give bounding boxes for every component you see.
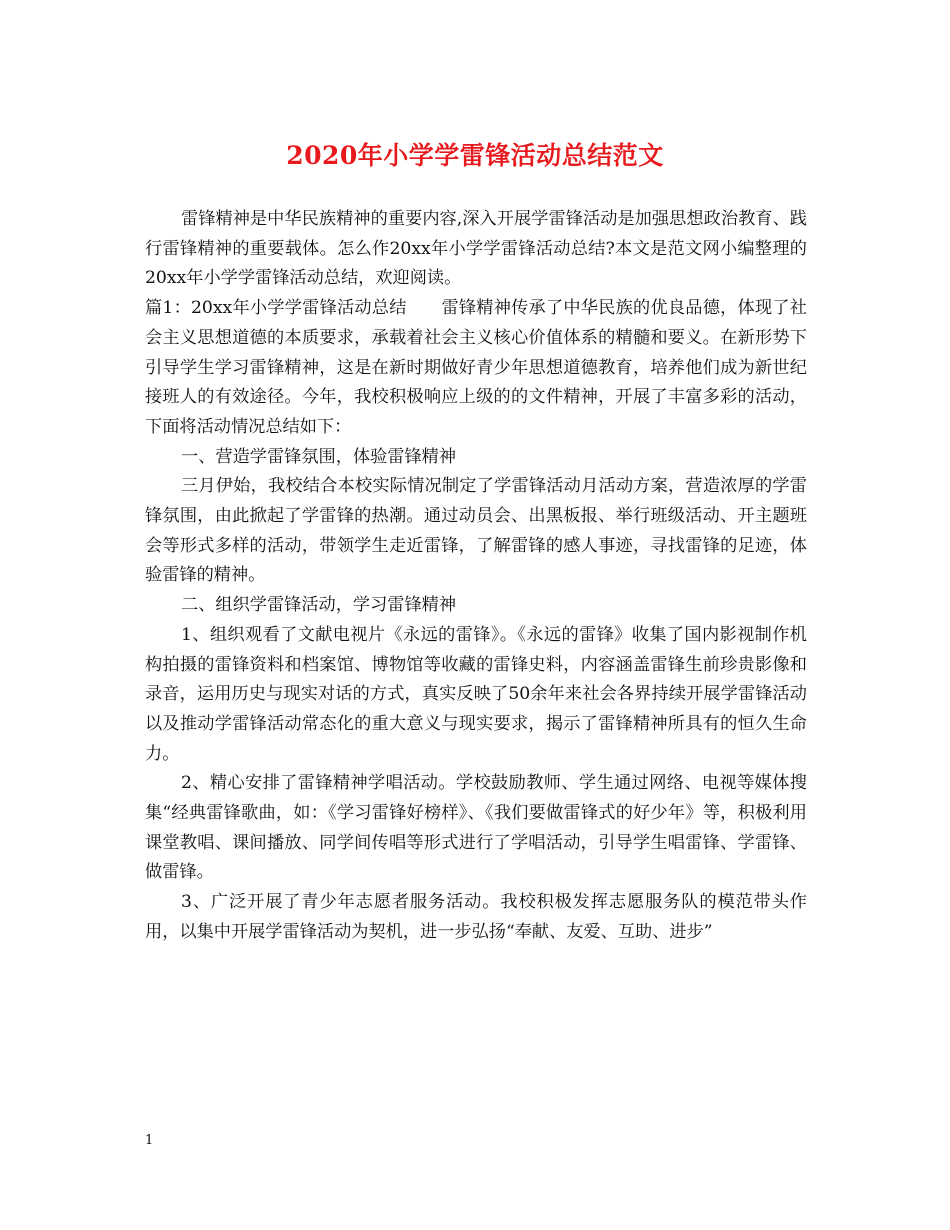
paragraph-intro: 雷锋精神是中华民族精神的重要内容,深入开展学雷锋活动是加强思想政治教育、践行雷锋精神的重要载体。怎么作20xx年小学学雷锋活动总结?本文是范文网小编整理的20xx年小学学雷锋活动总结，欢迎阅读。 — [145, 209, 807, 289]
paragraph-section-1: 三月伊始，我校结合本校实际情况制定了学雷锋活动月活动方案，营造浓厚的学雷锋氛围，由此掀起了学雷锋的热潮。通过动员会、出黑板报、举行班级活动、开主题班会等形式多样的活动，带领学生走近雷锋，了解雷锋的感人事迹，寻找雷锋的足迹，体验雷锋的精神。 — [145, 476, 807, 586]
page-number: 1 — [145, 1133, 154, 1148]
section-heading-2: 二、组织学雷锋活动，学习雷锋精神 — [181, 595, 457, 616]
paragraph-part-1: 篇1：20xx年小学学雷锋活动总结 雷锋精神传承了中华民族的优良品德，体现了社会主义思想道德的本质要求，承载着社会主义核心价值体系的精髓和要义。在新形势下引导学生学习雷锋精神，这是在新时期做好青少年思想道德教育，培养他们成为新世纪接班人的有效途径。今年，我校积极响应上级的的文件精神，开展了丰富多彩的活动，下面将活动情况总结如下： — [145, 298, 807, 437]
document-body — [145, 205, 807, 948]
paragraph-item-2: 2、精心安排了雷锋精神学唱活动。学校鼓励教师、学生通过网络、电视等媒体搜集“经典雷锋歌曲，如：《学习雷锋好榜样》、《我们要做雷锋式的好少年》等，积极利用课堂教唱、课间播放、同学间传唱等形式进行了学唱活动，引导学生唱雷锋、学雷锋、做雷锋。 — [145, 773, 807, 883]
paragraph-item-3: 3、广泛开展了青少年志愿者服务活动。我校积极发挥志愿服务队的模范带头作用，以集中开展学雷锋活动为契机，进一步弘扬“奉献、友爱、互助、进步” — [145, 892, 807, 942]
section-heading-1: 一、营造学雷锋氛围，体验雷锋精神 — [181, 446, 457, 467]
document-title: 2020年小学学雷锋活动总结范文 — [286, 141, 664, 170]
paragraph-item-1: 1、组织观看了文献电视片《永远的雷锋》。《永远的雷锋》收集了国内影视制作机构拍摄的雷锋资料和档案馆、博物馆等收藏的雷锋史料，内容涵盖雷锋生前珍贵影像和录音，运用历史与现实对话的方式，真实反映了50余年来社会各界持续开展学雷锋活动以及推动学雷锋活动常态化的重大意义与现实要求，揭示了雷锋精神所具有的恒久生命力。 — [145, 624, 807, 764]
